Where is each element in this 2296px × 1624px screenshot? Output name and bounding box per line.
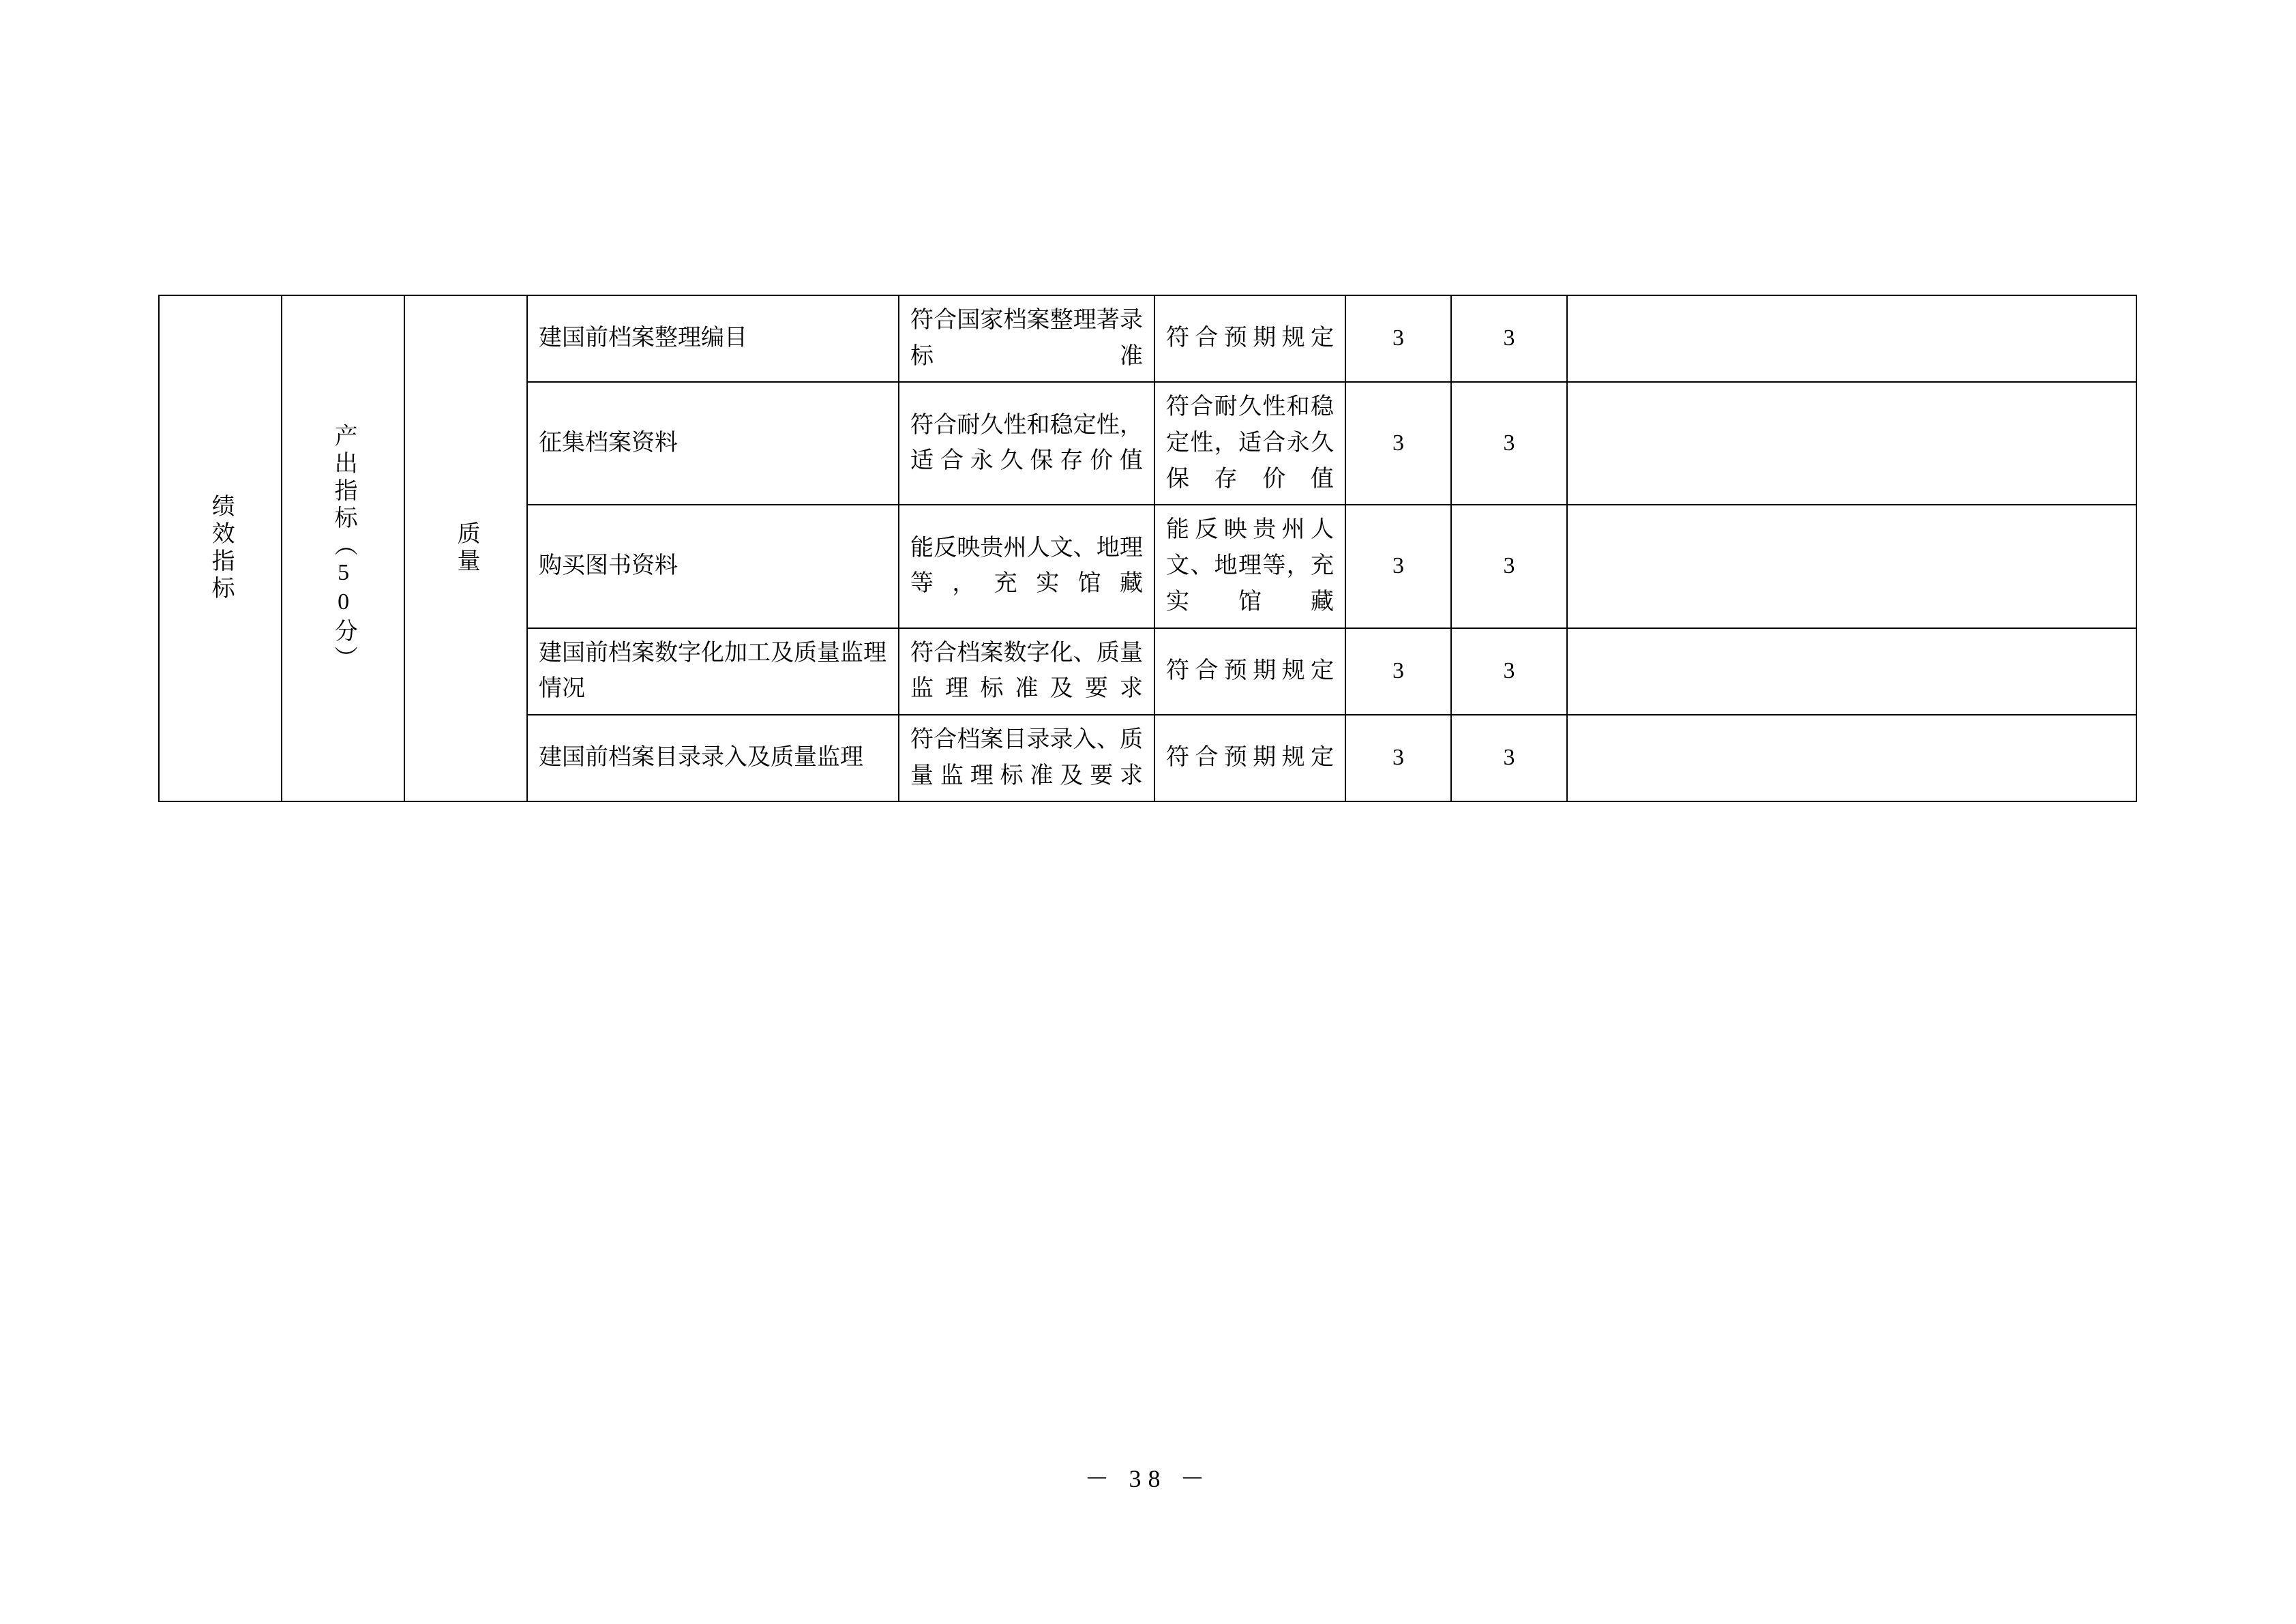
score-total: 3 [1345, 382, 1451, 505]
indicator-target: 符合预期规定 [1154, 715, 1345, 801]
score-total: 3 [1345, 505, 1451, 628]
remark [1567, 295, 2136, 382]
indicator-standard: 符合档案目录录入、质量监理标准及要求 [899, 715, 1154, 801]
indicator-standard: 能反映贵州人文、地理等，充实馆藏 [899, 505, 1154, 628]
indicator-name: 建国前档案整理编目 [527, 295, 899, 382]
level2-label: 产出指标（50分） [331, 424, 357, 674]
level3-label-cell [404, 295, 527, 801]
level3-label: 质量 [453, 521, 479, 576]
remark [1567, 382, 2136, 505]
indicator-target: 能反映贵州人文、地理等，充实馆藏 [1154, 505, 1345, 628]
indicator-target: 符合预期规定 [1154, 295, 1345, 382]
table-row [159, 295, 2136, 382]
score-actual: 3 [1451, 295, 1567, 382]
indicator-name: 购买图书资料 [527, 505, 899, 628]
remark [1567, 628, 2136, 715]
score-actual: 3 [1451, 382, 1567, 505]
indicator-name: 建国前档案目录录入及质量监理 [527, 715, 899, 801]
score-total: 3 [1345, 628, 1451, 715]
level2-label-cell [282, 295, 404, 801]
score-actual: 3 [1451, 715, 1567, 801]
score-actual: 3 [1451, 628, 1567, 715]
score-total: 3 [1345, 295, 1451, 382]
indicator-name: 征集档案资料 [527, 382, 899, 505]
indicator-name: 建国前档案数字化加工及质量监理情况 [527, 628, 899, 715]
performance-indicator-table-wrap [158, 295, 2136, 802]
indicator-standard: 符合档案数字化、质量监理标准及要求 [899, 628, 1154, 715]
indicator-target: 符合预期规定 [1154, 628, 1345, 715]
indicator-standard: 符合耐久性和稳定性，适合永久保存价值 [899, 382, 1154, 505]
indicator-target: 符合耐久性和稳定性，适合永久保存价值 [1154, 382, 1345, 505]
performance-indicator-table [158, 295, 2137, 802]
score-actual: 3 [1451, 505, 1567, 628]
page-number: － 38 － [1084, 1465, 1212, 1492]
level1-label-cell [159, 295, 282, 801]
level1-label: 绩效指标 [208, 494, 234, 604]
remark [1567, 715, 2136, 801]
score-total: 3 [1345, 715, 1451, 801]
remark [1567, 505, 2136, 628]
indicator-standard: 符合国家档案整理著录标准 [899, 295, 1154, 382]
